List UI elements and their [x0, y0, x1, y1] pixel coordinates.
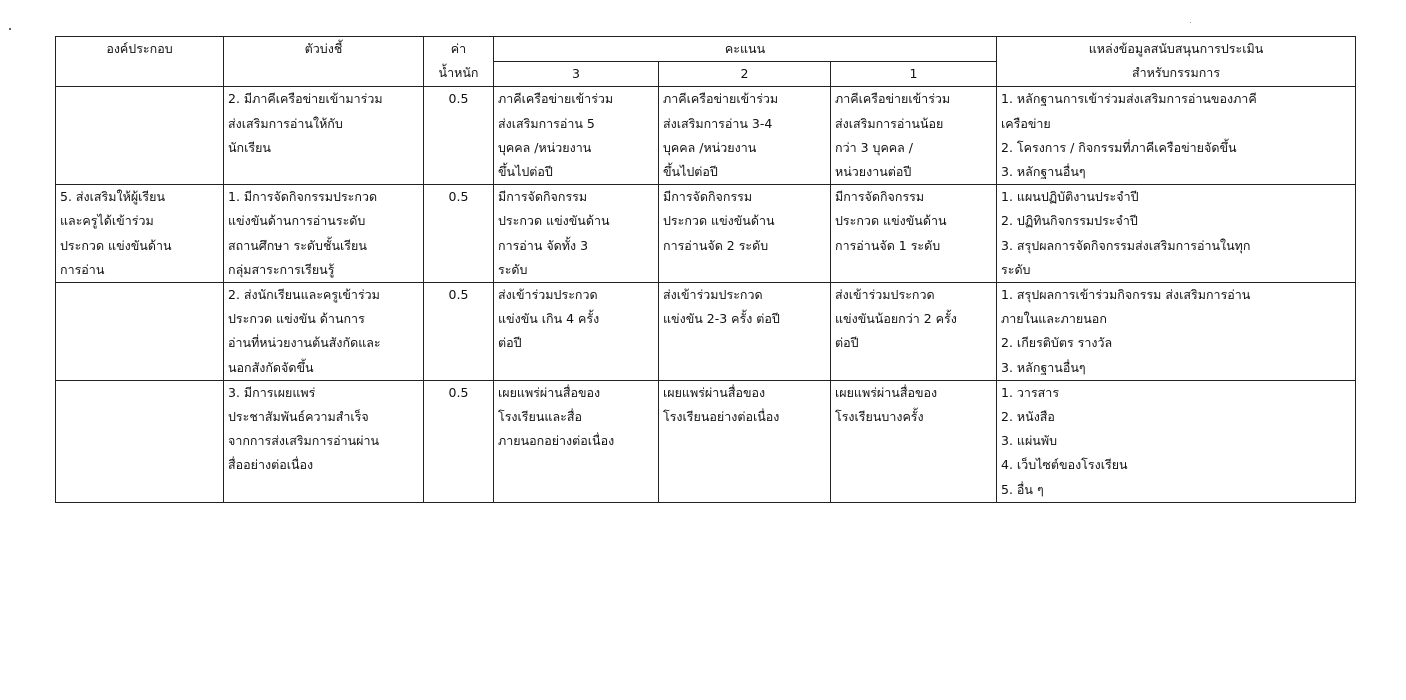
cell-text-line: สถานศึกษา ระดับชั้นเรียน	[228, 237, 367, 253]
score-3-cell	[494, 380, 659, 502]
cell-text-line: ต่อปี	[835, 335, 859, 351]
score-3-cell	[494, 283, 659, 381]
cell-text-line: ประกวด แข่งขันด้าน	[498, 213, 610, 229]
header-weight-line2: น้ำหนัก	[438, 65, 479, 81]
cell-text-line: ประกวด แข่งขันด้าน	[835, 213, 947, 229]
cell-text-line: 5. อื่น ๆ	[1001, 481, 1044, 497]
rubric-body	[56, 87, 1356, 502]
cell-text-line: กว่า 3 บุคคล /	[835, 139, 914, 155]
weight-cell: 0.5	[424, 87, 494, 185]
cell-text-line: และครูได้เข้าร่วม	[60, 213, 154, 229]
cell-text-line: ต่อปี	[498, 335, 522, 351]
header-score-3: 3	[494, 62, 659, 87]
cell-text-line: การอ่านจัด 1 ระดับ	[835, 237, 941, 253]
cell-text-line: 3. มีการเผยแพร่	[228, 384, 316, 400]
weight-cell: 0.5	[424, 283, 494, 381]
sources-cell	[997, 283, 1356, 381]
cell-text-line: 1. แผนปฏิบัติงานประจำปี	[1001, 189, 1139, 205]
cell-text-line: เผยแพร่ผ่านสื่อของ	[663, 384, 766, 400]
cell-text-line: 2. เกียรติบัตร รางวัล	[1001, 335, 1113, 351]
cell-text-line: แข่งขันด้านการอ่านระดับ	[228, 213, 366, 229]
weight-cell: 0.5	[424, 185, 494, 283]
assessment-rubric-table	[55, 36, 1356, 503]
score-3-cell	[494, 185, 659, 283]
cell-text-line: 3. หลักฐานอื่นๆ	[1001, 359, 1086, 375]
table-row	[56, 185, 1356, 283]
weight-cell: 0.5	[424, 380, 494, 502]
cell-text-line: 1. มีการจัดกิจกรรมประกวด	[228, 189, 378, 205]
cell-text-line: 2. ส่งนักเรียนและครูเข้าร่วม	[228, 287, 380, 303]
indicator-cell	[224, 87, 424, 185]
cell-text-line: ภายในและภายนอก	[1001, 311, 1107, 327]
cell-text-line: 2. มีภาคีเครือข่ายเข้ามาร่วม	[228, 91, 383, 107]
cell-text-line: ขึ้นไปต่อปี	[663, 164, 718, 180]
header-weight-line1: ค่า	[450, 41, 467, 56]
scan-speck	[1190, 22, 1191, 23]
component-cell	[56, 283, 224, 381]
cell-text-line: ส่งเข้าร่วมประกวด	[835, 287, 935, 303]
header-sources-line1: แหล่งข้อมูลสนับสนุนการประเมิน	[1088, 41, 1264, 56]
cell-text-line: 2. ปฏิทินกิจกรรมประจำปี	[1001, 213, 1138, 229]
cell-text-line: สื่ออย่างต่อเนื่อง	[228, 457, 314, 473]
cell-text-line: ส่งเข้าร่วมประกวด	[663, 287, 763, 303]
table-row	[56, 380, 1356, 502]
cell-text-line: ภาคีเครือข่ายเข้าร่วม	[498, 91, 614, 107]
cell-text-line: ภาคีเครือข่ายเข้าร่วม	[663, 91, 779, 107]
header-score-2: 2	[659, 62, 831, 87]
cell-text-line: ส่งเข้าร่วมประกวด	[498, 287, 598, 303]
sources-cell	[997, 87, 1356, 185]
cell-text-line: ส่งเสริมการอ่านให้กับ	[228, 115, 343, 131]
header-sources-line2: สำหรับกรรมการ	[1131, 65, 1221, 81]
score-3-cell	[494, 87, 659, 185]
cell-text-line: ประกวด แข่งขัน ด้านการ	[228, 311, 365, 327]
header-score-1: 1	[831, 62, 997, 87]
header-weight	[424, 37, 494, 87]
cell-text-line: แข่งขัน 2-3 ครั้ง ต่อปี	[663, 311, 780, 327]
cell-text-line: 1. หลักฐานการเข้าร่วมส่งเสริมการอ่านของภาคี	[1001, 91, 1257, 107]
cell-text-line: ประกวด แข่งขันด้าน	[663, 213, 775, 229]
cell-text-line: โรงเรียนบางครั้ง	[835, 409, 924, 425]
cell-text-line: ภายนอกอย่างต่อเนื่อง	[498, 433, 615, 449]
score-2-cell	[659, 380, 831, 502]
table-row	[56, 283, 1356, 381]
cell-text-line: ประกวด แข่งขันด้าน	[60, 237, 172, 253]
cell-text-line: ส่งเสริมการอ่าน 5	[498, 115, 595, 131]
component-cell	[56, 87, 224, 185]
cell-text-line: หน่วยงานต่อปี	[835, 164, 912, 180]
sources-cell	[997, 185, 1356, 283]
cell-text-line: 2. หนังสือ	[1001, 409, 1055, 425]
cell-text-line: มีการจัดกิจกรรม	[663, 189, 753, 205]
cell-text-line: 4. เว็บไซต์ของโรงเรียน	[1001, 457, 1128, 473]
indicator-cell	[224, 283, 424, 381]
header-component: องค์ประกอบ	[56, 37, 224, 87]
score-2-cell	[659, 87, 831, 185]
cell-text-line: เผยแพร่ผ่านสื่อของ	[835, 384, 938, 400]
cell-text-line: ภาคีเครือข่ายเข้าร่วม	[835, 91, 951, 107]
cell-text-line: นักเรียน	[228, 139, 271, 155]
cell-text-line: กลุ่มสาระการเรียนรู้	[228, 261, 335, 277]
score-1-cell	[831, 380, 997, 502]
cell-text-line: เครือข่าย	[1001, 115, 1051, 131]
cell-text-line: การอ่าน	[60, 261, 105, 277]
cell-text-line: แข่งขันน้อยกว่า 2 ครั้ง	[835, 311, 957, 327]
cell-text-line: บุคคล /หน่วยงาน	[498, 139, 592, 155]
cell-text-line: โรงเรียนและสื่อ	[498, 409, 582, 425]
indicator-cell	[224, 380, 424, 502]
header-score: คะแนน	[494, 37, 997, 62]
cell-text-line: บุคคล /หน่วยงาน	[663, 139, 757, 155]
cell-text-line: นอกสังกัดจัดขึ้น	[228, 359, 314, 375]
cell-text-line: โรงเรียนอย่างต่อเนื่อง	[663, 409, 780, 425]
cell-text-line: ส่งเสริมการอ่านน้อย	[835, 115, 944, 131]
cell-text-line: มีการจัดกิจกรรม	[498, 189, 588, 205]
cell-text-line: แข่งขัน เกิน 4 ครั้ง	[498, 311, 600, 327]
score-1-cell	[831, 185, 997, 283]
cell-text-line: 3. แผ่นพับ	[1001, 433, 1058, 449]
component-cell	[56, 380, 224, 502]
cell-text-line: 1. สรุปผลการเข้าร่วมกิจกรรม ส่งเสริมการอ่าน	[1001, 287, 1251, 303]
cell-text-line: ระดับ	[1001, 261, 1031, 277]
component-cell	[56, 185, 224, 283]
score-1-cell	[831, 87, 997, 185]
cell-text-line: 3. หลักฐานอื่นๆ	[1001, 164, 1086, 180]
cell-text-line: การอ่านจัด 2 ระดับ	[663, 237, 769, 253]
cell-text-line: ประชาสัมพันธ์ความสำเร็จ	[228, 409, 369, 425]
cell-text-line: ส่งเสริมการอ่าน 3-4	[663, 115, 773, 131]
score-1-cell	[831, 283, 997, 381]
scan-speck	[9, 28, 11, 30]
score-2-cell	[659, 185, 831, 283]
cell-text-line: 1. วารสาร	[1001, 384, 1060, 400]
table-row	[56, 87, 1356, 185]
header-sources	[997, 37, 1356, 87]
header-row-1	[56, 37, 1356, 62]
header-indicator: ตัวบ่งชี้	[224, 37, 424, 87]
score-2-cell	[659, 283, 831, 381]
sources-cell	[997, 380, 1356, 502]
cell-text-line: จากการส่งเสริมการอ่านผ่าน	[228, 433, 380, 449]
cell-text-line: มีการจัดกิจกรรม	[835, 189, 925, 205]
cell-text-line: อ่านที่หน่วยงานต้นสังกัดและ	[228, 335, 381, 351]
cell-text-line: การอ่าน จัดทั้ง 3	[498, 237, 589, 253]
cell-text-line: 2. โครงการ / กิจกรรมที่ภาคีเครือข่ายจัดขึ้น	[1001, 139, 1237, 155]
cell-text-line: เผยแพร่ผ่านสื่อของ	[498, 384, 601, 400]
cell-text-line: ระดับ	[498, 261, 528, 277]
cell-text-line: 5. ส่งเสริมให้ผู้เรียน	[60, 189, 166, 205]
cell-text-line: ขึ้นไปต่อปี	[498, 164, 553, 180]
indicator-cell	[224, 185, 424, 283]
cell-text-line: 3. สรุปผลการจัดกิจกรรมส่งเสริมการอ่านในทุก	[1001, 237, 1251, 253]
